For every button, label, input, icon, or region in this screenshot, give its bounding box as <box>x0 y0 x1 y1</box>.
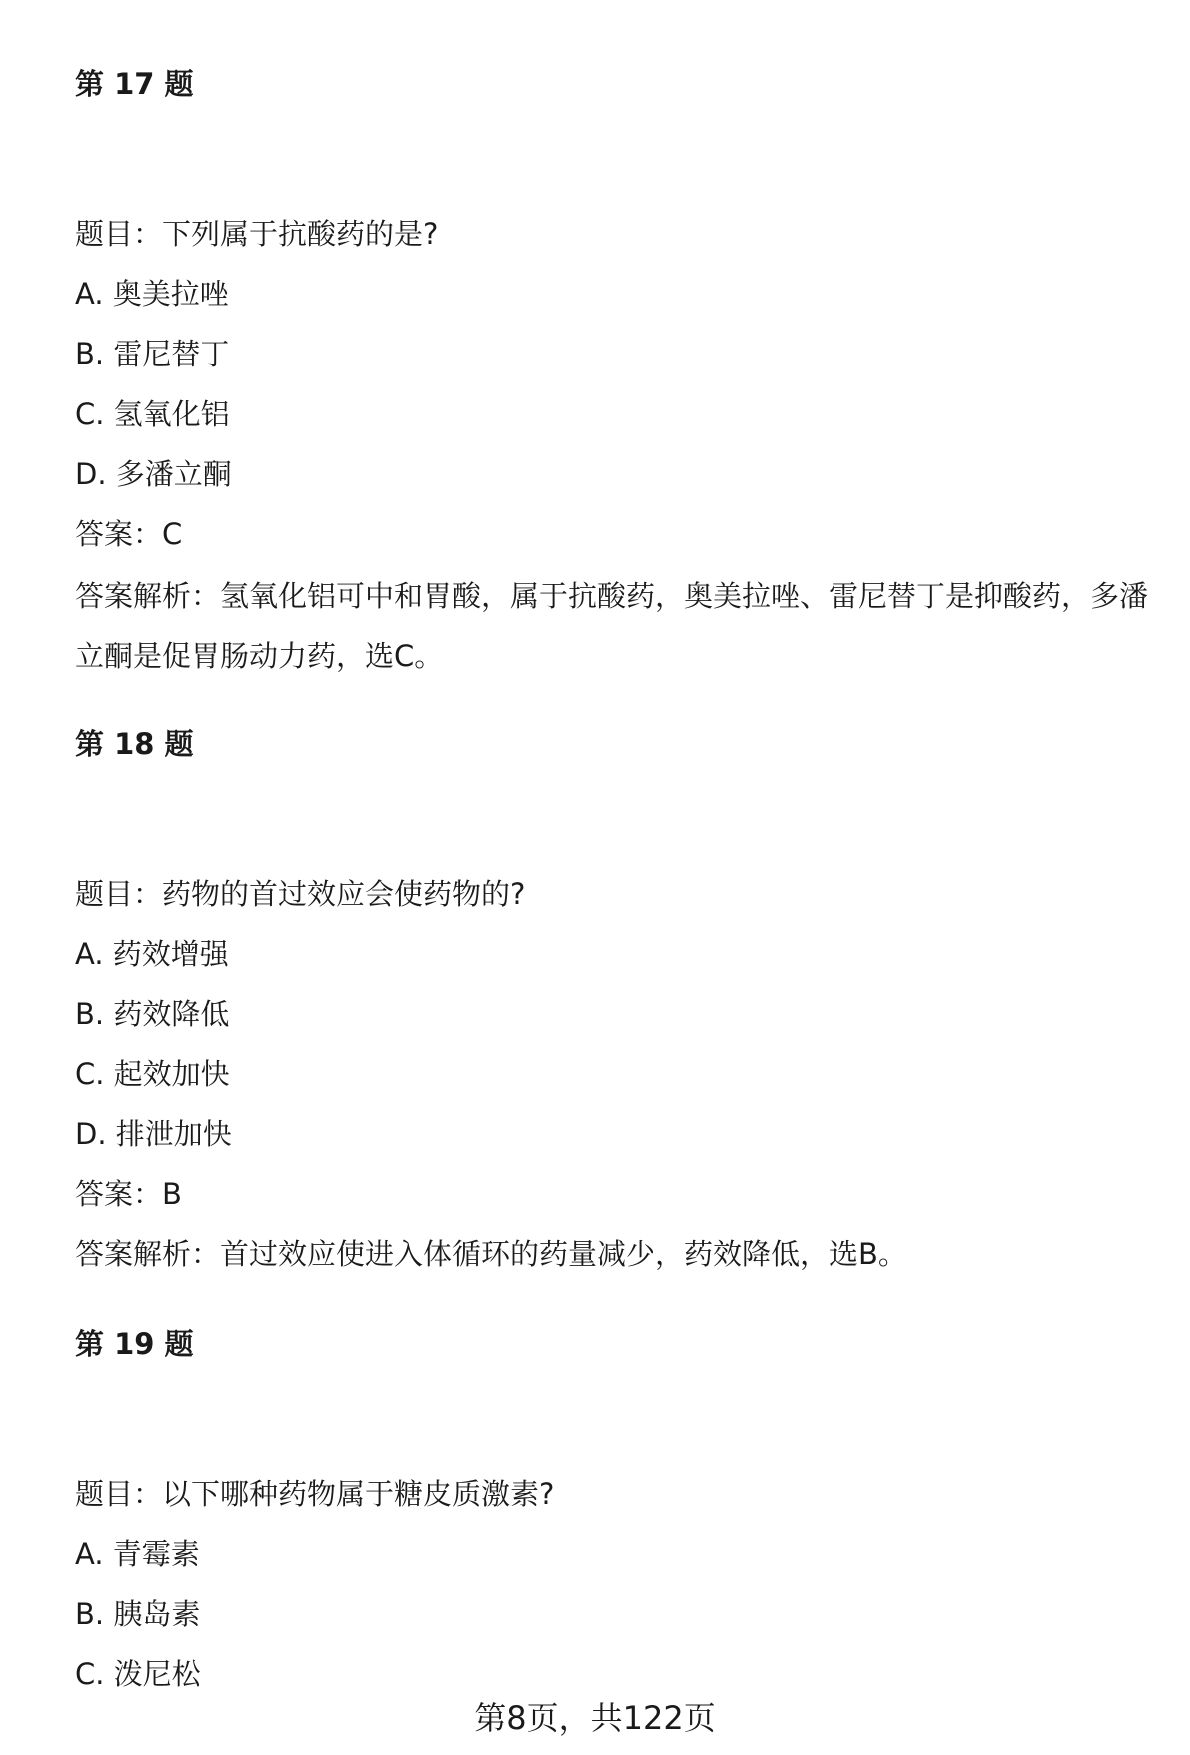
question-text: 题目：以下哪种药物属于糖皮质激素? <box>75 1477 555 1511</box>
option-c: C. 氢氧化铝 <box>75 397 230 431</box>
option-b: B. 雷尼替丁 <box>75 337 230 371</box>
answer: 答案：B <box>75 1177 182 1211</box>
option-d: D. 多潘立酮 <box>75 457 232 491</box>
question-heading: 第 19 题 <box>75 1327 194 1361</box>
question-text: 题目：药物的首过效应会使药物的? <box>75 877 526 911</box>
answer-explanation: 答案解析：首过效应使进入体循环的药量减少，药效降低，选B。 <box>75 1237 907 1271</box>
option-a: A. 奥美拉唑 <box>75 277 229 311</box>
option-c: C. 起效加快 <box>75 1057 230 1091</box>
option-a: A. 药效增强 <box>75 937 229 971</box>
page-number: 第8页，共122页 <box>474 1699 716 1737</box>
question-text: 题目：下列属于抗酸药的是? <box>75 217 439 251</box>
question-heading: 第 17 题 <box>75 67 194 101</box>
option-d: D. 排泄加快 <box>75 1117 232 1151</box>
option-b: B. 胰岛素 <box>75 1597 201 1631</box>
option-b: B. 药效降低 <box>75 997 230 1031</box>
option-c: C. 泼尼松 <box>75 1657 201 1691</box>
answer: 答案：C <box>75 517 183 551</box>
option-a: A. 青霉素 <box>75 1537 200 1571</box>
question-heading: 第 18 题 <box>75 727 194 761</box>
answer-explanation: 答案解析：氢氧化铝可中和胃酸，属于抗酸药，奥美拉唑、雷尼替丁是抑酸药，多潘立酮是促胃肠动力药，选C。 <box>75 579 1149 673</box>
